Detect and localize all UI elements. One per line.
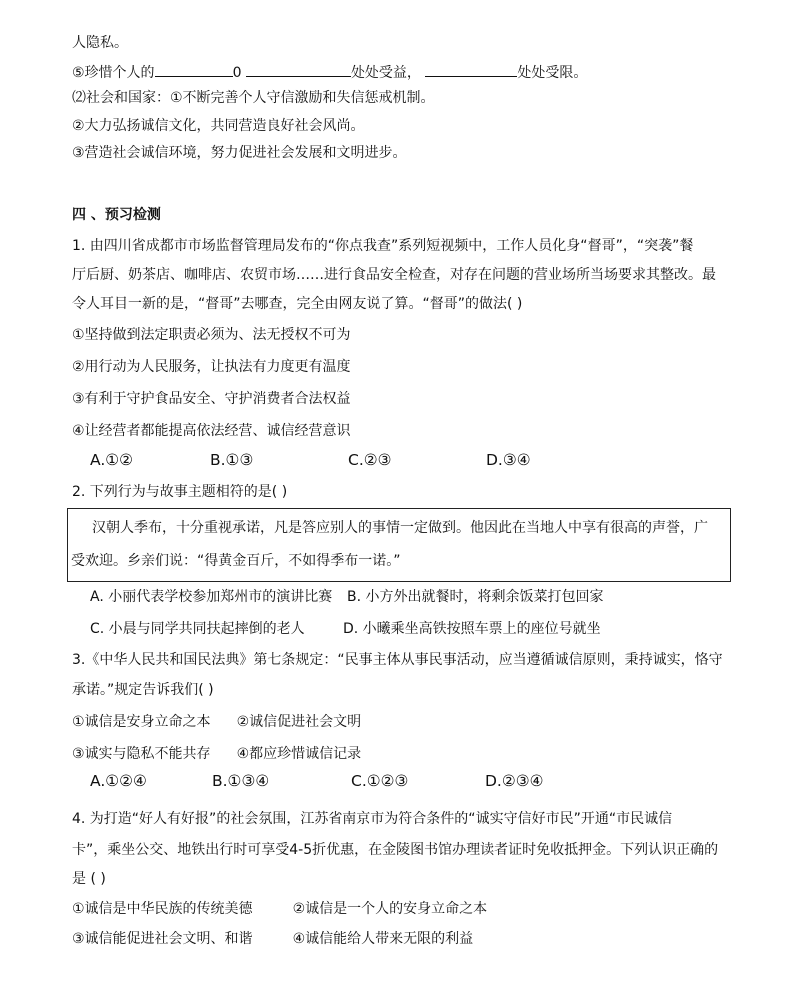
option-a[interactable]: A. 小丽代表学校参加郑州市的演讲比赛 <box>90 589 333 605</box>
answer-blank[interactable] <box>155 62 233 77</box>
answer-blank[interactable] <box>425 62 517 77</box>
fill-in-line <box>72 62 587 83</box>
statement: ①坚持做到法定职责必须为、法无授权不可为 <box>72 327 351 343</box>
text-fragment: 0 <box>232 65 242 81</box>
question-text: 3.《中华人民共和国民法典》第七条规定：“民事主体从事民事活动，应当遵循诚信原则，秉持诚实，恪守 <box>72 652 723 668</box>
text-line: ②大力弘扬诚信文化，共同营造良好社会风尚。 <box>72 118 365 134</box>
story-box <box>67 508 731 582</box>
story-text: 受欢迎。乡亲们说：“得黄金百斤，不如得季布一诺。” <box>71 553 401 569</box>
option-d[interactable]: D. 小曦乘坐高铁按照车票上的座位号就坐 <box>343 621 601 637</box>
option-c[interactable]: C.①②③ <box>351 772 409 790</box>
text-line: 人隐私。 <box>72 35 128 51</box>
text-fragment: 处处受限。 <box>517 65 588 81</box>
question-text: 承诺。”规定告诉我们( ) <box>72 682 214 698</box>
question-text: 是 ( ) <box>72 871 106 887</box>
question-text: 1. 由四川省成都市市场监督管理局发布的“你点我查”系列短视频中，工作人员化身“督哥”，“突袭”餐 <box>72 238 694 254</box>
statement-row <box>72 744 361 764</box>
statement: ②用行动为人民服务，让执法有力度更有温度 <box>72 359 351 375</box>
statement: ①诚信是安身立命之本 <box>72 714 211 730</box>
text-fragment: 处处受益， <box>350 65 421 81</box>
option-c[interactable]: C.②③ <box>348 451 392 469</box>
option-c[interactable]: C. 小晨与同学共同扶起摔倒的老人 <box>90 621 305 637</box>
text-fragment: ⑤珍惜个人的 <box>72 65 155 81</box>
statement: ①诚信是中华民族的传统美德 <box>72 901 253 917</box>
statement: ③有利于守护食品安全、守护消费者合法权益 <box>72 391 351 407</box>
text-line: ③营造社会诚信环境，努力促进社会发展和文明进步。 <box>72 145 407 161</box>
statement-row <box>72 899 487 919</box>
option-a[interactable]: A.①② <box>90 451 134 469</box>
option-b[interactable]: B. 小方外出就餐时，将剩余饭菜打包回家 <box>347 589 604 605</box>
section-title: 四 、预习检测 <box>72 207 161 223</box>
option-d[interactable]: D.③④ <box>486 451 531 469</box>
statement-row <box>72 712 361 732</box>
question-text: 4. 为打造“好人有好报”的社会氛围，江苏省南京市为符合条件的“诚实守信好市民”开通“市民诚信 <box>72 811 673 827</box>
statement: ②诚信促进社会文明 <box>236 714 362 730</box>
question-text: 令人耳目一新的是，“督哥”去哪查，完全由网友说了算。“督哥”的做法( ) <box>72 296 523 312</box>
statement: ④诚信能给人带来无限的利益 <box>292 931 474 947</box>
statement: ②诚信是一个人的安身立命之本 <box>292 901 488 917</box>
option-b[interactable]: B.①③④ <box>212 772 270 790</box>
statement: ③诚实与隐私不能共存 <box>72 746 211 762</box>
statement: ④让经营者都能提高依法经营、诚信经营意识 <box>72 423 351 439</box>
question-text: 2. 下列行为与故事主题相符的是( ) <box>72 484 288 500</box>
story-text: 汉朝人季布，十分重视承诺，凡是答应别人的事情一定做到。他因此在当地人中享有很高的声誉，广 <box>92 520 708 536</box>
text-line: ⑵社会和国家：①不断完善个人守信激励和失信惩戒机制。 <box>72 90 435 106</box>
statement: ④都应珍惜诚信记录 <box>236 746 362 762</box>
option-d[interactable]: D.②③④ <box>485 772 544 790</box>
question-text: 卡”，乘坐公交、地铁出行时可享受4-5折优惠，在金陵图书馆办理读者证时免收抵押金。下列认识正确的 <box>72 842 719 858</box>
answer-blank[interactable] <box>246 62 351 77</box>
option-b[interactable]: B.①③ <box>210 451 254 469</box>
statement-row <box>72 929 473 949</box>
question-text: 厅后厨、奶茶店、咖啡店、农贸市场……进行食品安全检查，对存在问题的营业场所当场要求其整改。最 <box>72 267 716 283</box>
statement: ③诚信能促进社会文明、和谐 <box>72 931 253 947</box>
option-a[interactable]: A.①②④ <box>90 772 147 790</box>
